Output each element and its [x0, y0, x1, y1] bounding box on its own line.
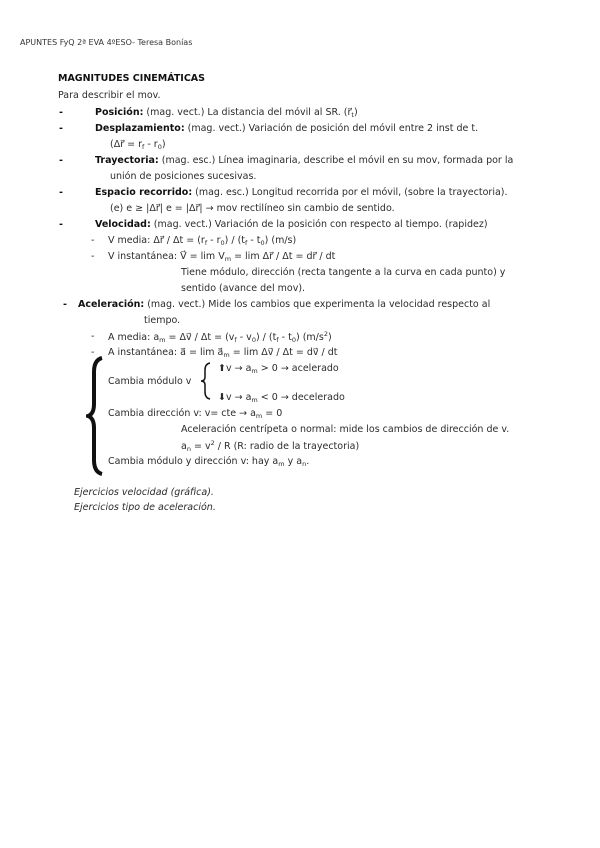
sub-bullet: - [91, 331, 95, 342]
subscript: f [245, 239, 248, 247]
subscript: m [251, 396, 258, 404]
formula-part: = Δv⃗ / Δt = (v [165, 332, 235, 343]
subscript: 0 [251, 336, 256, 344]
subscript: 0 [260, 239, 265, 247]
formula-part: A media: a [108, 332, 160, 343]
velocidad-term: Velocidad: [95, 219, 151, 230]
trayectoria-cont: unión de posiciones sucesivas. [110, 171, 257, 182]
subscript: m [224, 255, 232, 263]
subscript: n [302, 460, 307, 468]
aceleracion-term: Aceleración: [78, 299, 145, 310]
bullet-marker: - [59, 187, 63, 198]
subscript: 0 [291, 336, 296, 344]
formula-part: > 0 → acelerado [257, 363, 339, 374]
posicion-term: Posición: [95, 107, 144, 118]
velocidad-desc: (mag. vect.) Variación de la posición con respecto al tiempo. (rapidez) [150, 219, 488, 230]
sub-bullet: - [91, 347, 95, 358]
subscript: m [255, 412, 263, 420]
formula-part: Cambia dirección v: v= cte → a [108, 408, 256, 419]
velocidad-media [108, 235, 296, 248]
decelerado-line [218, 392, 345, 405]
trayectoria-term: Trayectoria: [95, 155, 159, 166]
superscript: 2 [323, 330, 328, 338]
formula-part: ) [161, 139, 166, 150]
formula-part: < 0 → decelerado [257, 392, 345, 403]
an-formula [181, 440, 359, 454]
sub-bullet: - [91, 235, 95, 246]
big-brace-icon [86, 356, 108, 476]
formula-part: y a [284, 456, 303, 467]
cambia-direccion [108, 408, 282, 421]
posicion-item [95, 107, 358, 120]
aceleracion-desc: (mag. vect.) Mide los cambios que experimenta la velocidad respecto al [144, 299, 491, 310]
espacio-term: Espacio recorrido: [95, 187, 193, 198]
formula-part: ) / (t [255, 332, 277, 343]
bullet-marker: - [59, 155, 63, 166]
subscript: 0 [220, 239, 225, 247]
formula-part: ) (m/s [295, 332, 324, 343]
exercise-line: Ejercicios tipo de aceleración. [74, 502, 216, 513]
posicion-end: ) [353, 107, 358, 118]
espacio-cont: (e) e ≥ |Δr⃗| e = |Δr⃗| → mov rectilíneo sin cambio de sentido. [110, 203, 395, 214]
desplazamiento-item [95, 123, 478, 134]
subscript: m [251, 367, 258, 375]
espacio-desc: (mag. esc.) Longitud recorrida por el móvil, (sobre la trayectoria). [192, 187, 508, 198]
acelerado-line [218, 363, 339, 376]
velocidad-note2: sentido (avance del mov). [181, 283, 306, 294]
sub-bullet: - [91, 251, 95, 262]
aceleracion-cont: tiempo. [144, 315, 181, 326]
formula-part: - r [144, 139, 158, 150]
bullet-marker: - [59, 123, 63, 134]
aceleracion-item [78, 299, 490, 310]
formula-part: ⬇v → a [218, 392, 252, 403]
formula-part: V instantánea: V⃗ = lim V [108, 251, 225, 262]
section-title: MAGNITUDES CINEMÁTICAS [58, 73, 206, 84]
formula-part: ) [327, 332, 332, 343]
subscript: m [278, 460, 285, 468]
formula-part: - t [278, 332, 292, 343]
posicion-desc: (mag. vect.) La distancia del móvil al SR. (r⃗ [143, 107, 352, 118]
formula-part: - r [207, 235, 221, 246]
formula-part: / R (R: radio de la trayectoria) [214, 441, 360, 452]
desplazamiento-formula [110, 139, 166, 152]
velocidad-item [95, 219, 488, 230]
velocidad-note1: Tiene módulo, dirección (recta tangente a la curva en cada punto) y [181, 267, 506, 278]
small-brace-icon [200, 362, 212, 400]
subscript: n [186, 445, 191, 453]
formula-part: . [306, 456, 310, 467]
superscript: 2 [210, 439, 215, 447]
cambia-modulo: Cambia módulo v [108, 376, 192, 387]
formula-part: - v [236, 332, 252, 343]
formula-part: a [181, 441, 187, 452]
aceleracion-instantanea [108, 347, 338, 360]
formula-part: = lim Δv⃗ / Δt = dv⃗ / dt [229, 347, 338, 358]
bullet-marker: - [59, 107, 63, 118]
trayectoria-desc: (mag. esc.) Línea imaginaria, describe el móvil en su mov, formada por la [158, 155, 514, 166]
subscript: f [234, 336, 237, 344]
formula-part: (Δr⃗ = r [110, 139, 143, 150]
formula-part: ⬆v → a [218, 363, 252, 374]
subscript: f [142, 143, 145, 151]
cambia-ambos [108, 456, 309, 469]
posicion-sub: t [351, 111, 354, 119]
exercise-line: Ejercicios velocidad (gráfica). [74, 487, 214, 498]
subscript: f [276, 336, 279, 344]
desplazamiento-desc: (mag. vect.) Variación de posición del móvil entre 2 inst de t. [184, 123, 479, 134]
subscript: f [204, 239, 208, 247]
espacio-item [95, 187, 508, 198]
formula-part: A instantánea: a⃗ = lim a⃗ [108, 347, 224, 358]
subscript: m [159, 336, 166, 344]
formula-part: ) / (t [224, 235, 246, 246]
formula-part: Cambia módulo y dirección v: hay a [108, 456, 279, 467]
velocidad-instantanea [108, 251, 335, 264]
page-header: APUNTES FyQ 2ª EVA 4ºESO- Teresa Bonías [20, 38, 193, 47]
formula-part: V media: Δr⃗ / Δt = (r [108, 235, 205, 246]
bullet-marker: - [59, 219, 63, 230]
desplazamiento-term: Desplazamiento: [95, 123, 185, 134]
formula-part: = v [190, 441, 211, 452]
formula-part: - t [247, 235, 261, 246]
intro-text: Para describir el mov. [58, 90, 161, 101]
formula-part: = lim Δr⃗ / Δt = dr⃗ / dt [231, 251, 336, 262]
formula-part: ) (m/s) [264, 235, 297, 246]
subscript: 0 [157, 143, 162, 151]
subscript: m [223, 351, 230, 359]
centripeta-text: Aceleración centrípeta o normal: mide los cambios de dirección de v. [181, 424, 510, 435]
aceleracion-media [108, 331, 332, 345]
bullet-marker: - [63, 299, 67, 310]
trayectoria-item [95, 155, 513, 166]
formula-part: = 0 [262, 408, 283, 419]
